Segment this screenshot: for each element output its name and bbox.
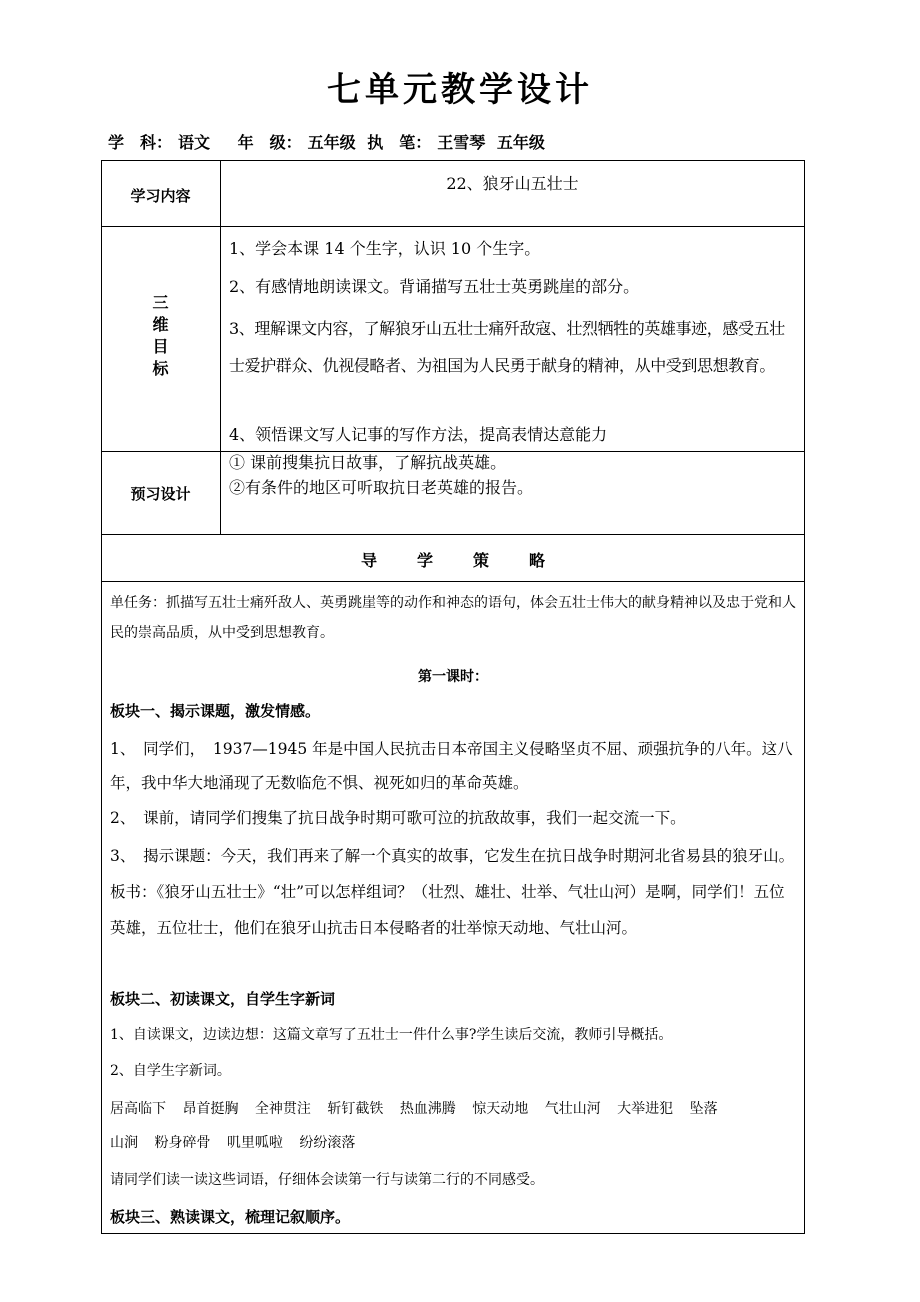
author-value: 王雪琴 <box>437 133 486 152</box>
vocabulary-word: 叽里呱啦 <box>226 1135 283 1151</box>
single-task: 单任务：抓描写五壮士痛歼敌人、英勇跳崖等的动作和神态的语句，体会五壮士伟大的献身精神以及忠于党和人民的崇高品质，从中受到思想教育。 <box>110 595 796 641</box>
vocabulary-word: 惊天动地 <box>472 1101 529 1117</box>
lesson1-heading: 第一课时： <box>418 669 488 685</box>
goals-label-char: 三 <box>152 293 169 312</box>
goals-label-char: 维 <box>152 315 169 334</box>
goal-item: 4、领悟课文写人记事的写作方法，提高表情达意能力 <box>229 425 608 444</box>
words-note: 请同学们读一读这些词语，仔细体会读第一行与读第二行的不同感受。 <box>110 1172 544 1188</box>
lesson-title: 22、狼牙山五壮士 <box>446 174 579 193</box>
table-column-divider <box>220 160 221 534</box>
vocabulary-word: 山涧 <box>110 1135 138 1151</box>
preview-label: 预习设计 <box>130 485 191 503</box>
document-title: 七单元教学设计 <box>327 70 593 110</box>
author-label: 执 笔： <box>367 133 432 152</box>
subject-label: 学 科： <box>108 133 173 152</box>
author-grade: 五年级 <box>496 133 545 152</box>
block1-title: 板块一、揭示课题，激发情感。 <box>110 702 321 720</box>
table-rule <box>101 226 805 227</box>
goal-item: 1、学会本课 14 个生字，认识 10 个生字。 <box>229 239 541 258</box>
preview-item: ① 课前搜集抗日故事，了解抗战英雄。 <box>229 453 507 472</box>
strategy-heading: 导学策略 <box>360 551 585 570</box>
vocabulary-word: 居高临下 <box>110 1101 166 1117</box>
grade-label: 年 级： <box>237 133 302 152</box>
grade-value: 五年级 <box>307 133 356 152</box>
table-rule <box>101 451 805 452</box>
goals-label-char: 目 <box>152 337 169 356</box>
goal-item: 2、有感情地朗读课文。背诵描写五壮士英勇跳崖的部分。 <box>229 277 640 296</box>
block1-item: 2、 课前，请同学们搜集了抗日战争时期可歌可泣的抗敌故事，我们一起交流一下。 <box>110 809 686 827</box>
content-label: 学习内容 <box>130 187 191 205</box>
subject-value: 语文 <box>178 133 211 152</box>
vocabulary-word: 全神贯注 <box>254 1101 311 1117</box>
preview-item: ②有条件的地区可听取抗日老英雄的报告。 <box>229 478 534 497</box>
block1-item: 3、 揭示课题：今天，我们再来了解一个真实的故事，它发生在抗日战争时期河北省易县的狼牙山。板书：《狼牙山五壮士》“壮”可以怎样组词？（壮烈、雄壮、壮举、气壮山河）是啊，同学们！五位英雄，五位壮士，他们在狼牙山抗击日本侵略者的壮举惊天动地、气壮山河。 <box>110 847 795 937</box>
vocabulary-word: 粉身碎骨 <box>154 1135 211 1151</box>
block2-item: 1、自读课文，边读边想：这篇文章写了五壮士一件什么事?学生读后交流，教师引导概括。 <box>110 1027 673 1043</box>
vocabulary-word: 热血沸腾 <box>399 1101 456 1117</box>
vocabulary-list <box>110 1092 798 1160</box>
vocabulary-word: 气壮山河 <box>544 1101 601 1117</box>
vocabulary-word: 斩钉截铁 <box>327 1101 384 1117</box>
block1-item: 1、 同学们， 1937—1945 年是中国人民抗击日本帝国主义侵略坚贞不屈、顽强抗争的八年。这八年，我中华大地涌现了无数临危不惧、视死如归的革命英雄。 <box>110 740 793 792</box>
block2-item: 2、自学生字新词。 <box>110 1063 231 1079</box>
goal-item: 3、理解课文内容，了解狼牙山五壮士痛歼敌寇、壮烈牺牲的英雄事迹，感受五壮士爱护群众、仇视侵略者、为祖国为人民勇于献身的精神，从中受到思想教育。 <box>229 319 785 375</box>
table-rule <box>101 581 805 582</box>
goals-label <box>101 292 220 380</box>
document-meta <box>108 130 551 153</box>
goals-label-char: 标 <box>152 359 169 378</box>
block3-title: 板块三、熟读课文，梳理记叙顺序。 <box>110 1208 351 1226</box>
vocabulary-word: 大举进犯 <box>617 1101 674 1117</box>
vocabulary-word: 纷纷滚落 <box>299 1135 356 1151</box>
vocabulary-word: 昂首挺胸 <box>182 1101 239 1117</box>
table-rule <box>101 534 805 535</box>
block2-title: 板块二、初读课文，自学生字新词 <box>110 990 336 1008</box>
vocabulary-word: 坠落 <box>689 1101 718 1117</box>
